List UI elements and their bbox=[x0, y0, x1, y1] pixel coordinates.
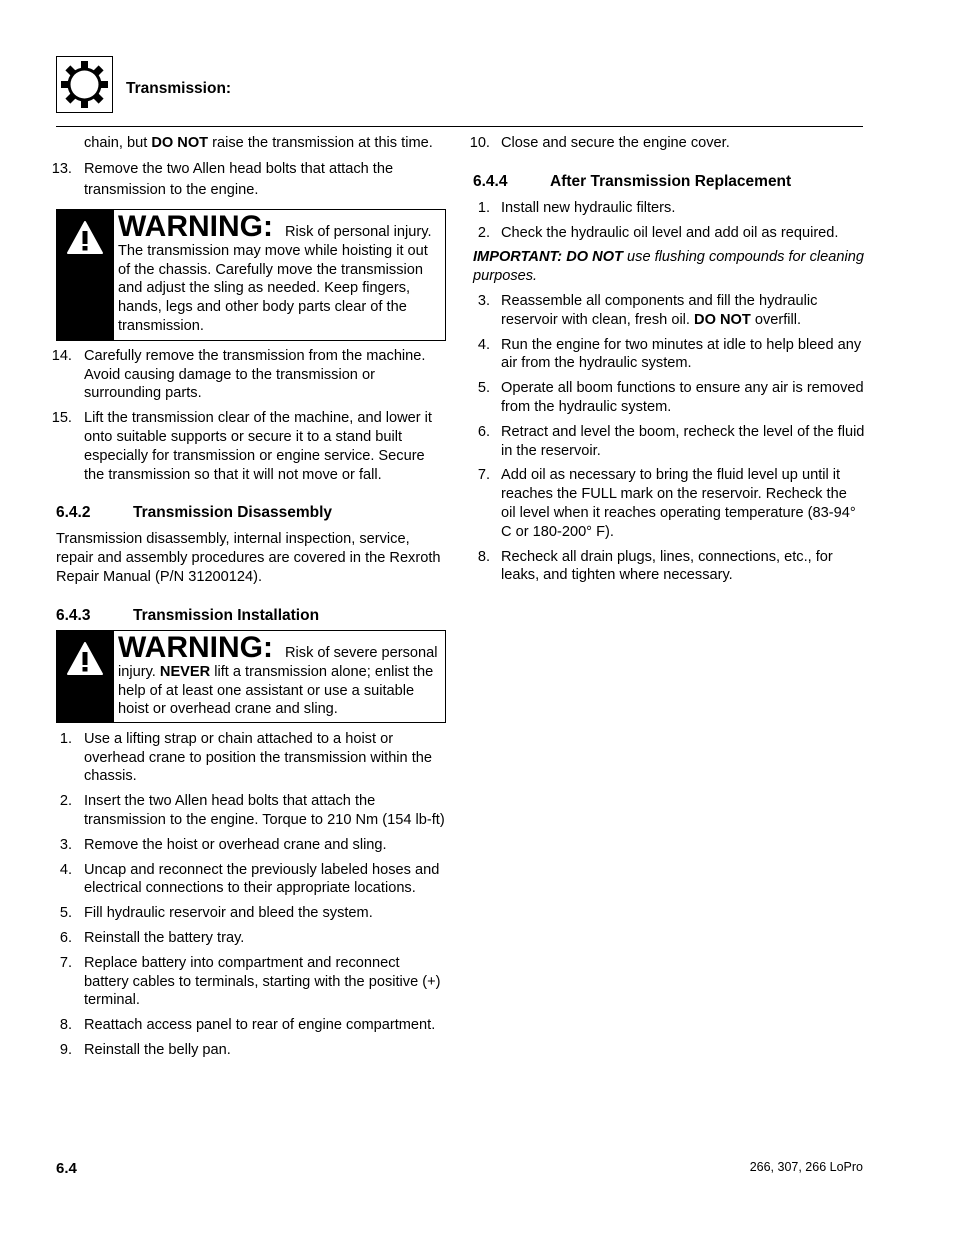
list-item-step-10 bbox=[469, 134, 865, 153]
step-number: 14. bbox=[51, 347, 72, 364]
step-text: Reattach access panel to rear of engine compartment. bbox=[84, 1017, 436, 1034]
list-item bbox=[473, 379, 865, 417]
step-text: Check the hydraulic oil level and add oil as required. bbox=[501, 224, 839, 241]
list-item bbox=[56, 792, 446, 830]
step-number: 2. bbox=[59, 793, 72, 810]
step-text: Close and secure the engine cover. bbox=[501, 135, 730, 151]
warning-sidebar bbox=[57, 210, 114, 340]
right-column bbox=[469, 134, 865, 591]
step-number: 3. bbox=[59, 836, 72, 853]
step-number: 8. bbox=[59, 1017, 72, 1034]
heading-title: Transmission Disassembly bbox=[133, 504, 333, 522]
warning-text: Risk of severe personal injury. bbox=[118, 644, 438, 680]
step-text: Carefully remove the transmission from the machine. Avoid causing damage to the transmission or surrounding parts. bbox=[84, 347, 426, 402]
warning-text: Risk of personal injury. The transmission may move while hoisting it out of the chassis. Carefully move the transmission and adjust the sling as needed. Keep fingers, hands, legs and other body parts clear of the transmission. bbox=[118, 223, 432, 334]
after-replacement-steps-b bbox=[473, 336, 865, 586]
list-item bbox=[473, 466, 865, 541]
step-number: 3. bbox=[477, 292, 490, 309]
step-text: Insert the two Allen head bolts that attach the transmission to the engine. Torque to 210 Nm (154 lb-ft) bbox=[84, 793, 445, 828]
section-heading-6-4-3 bbox=[56, 607, 446, 627]
installation-steps-list bbox=[56, 730, 446, 1060]
step-number: 15. bbox=[51, 410, 72, 427]
warning-text-end: lift a transmission alone; enlist the help of at least one assistant or use a suitable hoist or overhead crane and sling. bbox=[118, 663, 434, 718]
after-replacement-steps-a bbox=[473, 199, 865, 243]
step-number: 6. bbox=[477, 423, 490, 440]
step-text: Remove the hoist or overhead crane and sling. bbox=[84, 836, 387, 853]
step-text: Operate all boom functions to ensure any air is removed from the hydraulic system. bbox=[501, 380, 864, 415]
step-emphasis: DO NOT bbox=[694, 311, 751, 328]
continued-text: chain, but bbox=[84, 135, 152, 151]
step-text: Reinstall the battery tray. bbox=[84, 929, 245, 946]
list-item bbox=[473, 199, 865, 218]
warning-sidebar bbox=[57, 631, 114, 722]
step-text: Use a lifting strap or chain attached to a hoist or overhead crane to position the transmission within the chassis. bbox=[84, 730, 433, 785]
step-number: 5. bbox=[59, 905, 72, 922]
disassembly-paragraph: Transmission disassembly, internal inspection, service, repair and assembly procedures are covered in the Rexroth Repair Manual (P/N 31200124). bbox=[56, 531, 441, 585]
step-text: Fill hydraulic reservoir and bleed the system. bbox=[84, 905, 373, 922]
important-note bbox=[473, 248, 865, 286]
step-number: 6. bbox=[59, 929, 72, 946]
step-text: Uncap and reconnect the previously labeled hoses and electrical connections to their appropriate locations. bbox=[84, 861, 440, 897]
step-number: 4. bbox=[477, 336, 490, 353]
step-text: Retract and level the boom, recheck the level of the fluid in the reservoir. bbox=[501, 423, 865, 459]
step-number: 5. bbox=[477, 380, 490, 397]
step-text: Run the engine for two minutes at idle to help bleed any air from the hydraulic system. bbox=[501, 336, 862, 372]
step-text: Add oil as necessary to bring the fluid level up until it reaches the FULL mark on the reservoir. Recheck the oil level when it reaches operating temperature (83-94° C or 180-200° F). bbox=[501, 467, 856, 540]
step-number: 1. bbox=[59, 730, 72, 747]
step-text: Reassemble all components and fill the hydraulic reservoir with clean, fresh oil. bbox=[501, 292, 818, 328]
important-label: IMPORTANT: DO NOT bbox=[473, 249, 623, 266]
step-number: 1. bbox=[477, 199, 490, 216]
warning-emphasis: NEVER bbox=[159, 663, 211, 680]
step-text: Reinstall the belly pan. bbox=[84, 1041, 231, 1058]
list-item bbox=[473, 548, 865, 586]
heading-number: 6.4.4 bbox=[473, 172, 508, 190]
step-text: Install new hydraulic filters. bbox=[501, 199, 676, 216]
warning-content bbox=[114, 210, 445, 340]
step-number: 4. bbox=[59, 861, 72, 878]
gear-icon bbox=[56, 56, 113, 113]
important-text: use flushing compounds for cleaning purposes. bbox=[473, 249, 864, 285]
model-numbers: 266, 307, 266 LoPro bbox=[749, 1160, 863, 1174]
step-number: 7. bbox=[477, 467, 490, 484]
heading-number: 6.4.3 bbox=[56, 606, 91, 624]
list-item-continued bbox=[56, 134, 446, 153]
step-number: 10. bbox=[469, 135, 490, 151]
step-text: Remove the two Allen head bolts that attach the transmission to the engine. bbox=[84, 160, 394, 198]
list-item-step-3 bbox=[473, 292, 865, 330]
list-item bbox=[56, 836, 446, 855]
list-item bbox=[56, 1016, 446, 1035]
list-item bbox=[473, 336, 865, 374]
page-number: 6.4 bbox=[56, 1160, 77, 1177]
step-text: Recheck all drain plugs, lines, connections, etc., for leaks, and tighten where necessary. bbox=[501, 548, 833, 584]
list-item bbox=[473, 224, 865, 243]
section-heading-6-4-4 bbox=[473, 173, 865, 193]
warning-box-severe-injury bbox=[56, 630, 446, 723]
list-item bbox=[56, 861, 446, 899]
list-item-step-14 bbox=[51, 347, 446, 403]
warning-label: WARNING: bbox=[118, 630, 273, 664]
list-item-step-13 bbox=[51, 159, 446, 201]
heading-title: After Transmission Replacement bbox=[550, 172, 792, 190]
list-item-step-15 bbox=[51, 409, 446, 484]
warning-label: WARNING: bbox=[118, 209, 273, 243]
step-number: 9. bbox=[59, 1041, 72, 1058]
step-number: 7. bbox=[59, 954, 72, 971]
warning-triangle-icon bbox=[66, 220, 104, 256]
heading-title: Transmission Installation bbox=[133, 606, 320, 624]
section-title: Transmission: bbox=[126, 80, 232, 97]
step-number: 8. bbox=[477, 548, 490, 565]
step-text: Replace battery into compartment and reconnect battery cables to terminals, starting with the positive (+) terminal. bbox=[84, 954, 441, 1009]
list-item bbox=[56, 730, 446, 786]
step-text: Lift the transmission clear of the machine, and lower it onto suitable supports or secure it to a stand built especially for transmission or engine service. Secure the transmission so that it will not move or fall. bbox=[84, 410, 432, 483]
emphasis: DO NOT bbox=[151, 135, 209, 151]
heading-number: 6.4.2 bbox=[56, 504, 91, 522]
left-column bbox=[51, 134, 446, 1066]
list-item bbox=[56, 954, 446, 1010]
step-text-end: overfill. bbox=[750, 311, 802, 328]
list-item bbox=[56, 904, 446, 923]
list-item bbox=[56, 1041, 446, 1060]
warning-content bbox=[114, 631, 445, 722]
header-rule bbox=[56, 126, 863, 127]
step-number: 2. bbox=[477, 224, 490, 241]
warning-triangle-icon bbox=[66, 641, 104, 677]
section-heading-6-4-2 bbox=[56, 504, 446, 524]
warning-box-personal-injury bbox=[56, 209, 446, 341]
list-item bbox=[56, 929, 446, 948]
step-number: 13. bbox=[51, 160, 72, 177]
continued-text-end: raise the transmission at this time. bbox=[208, 135, 433, 151]
list-item bbox=[473, 423, 865, 461]
